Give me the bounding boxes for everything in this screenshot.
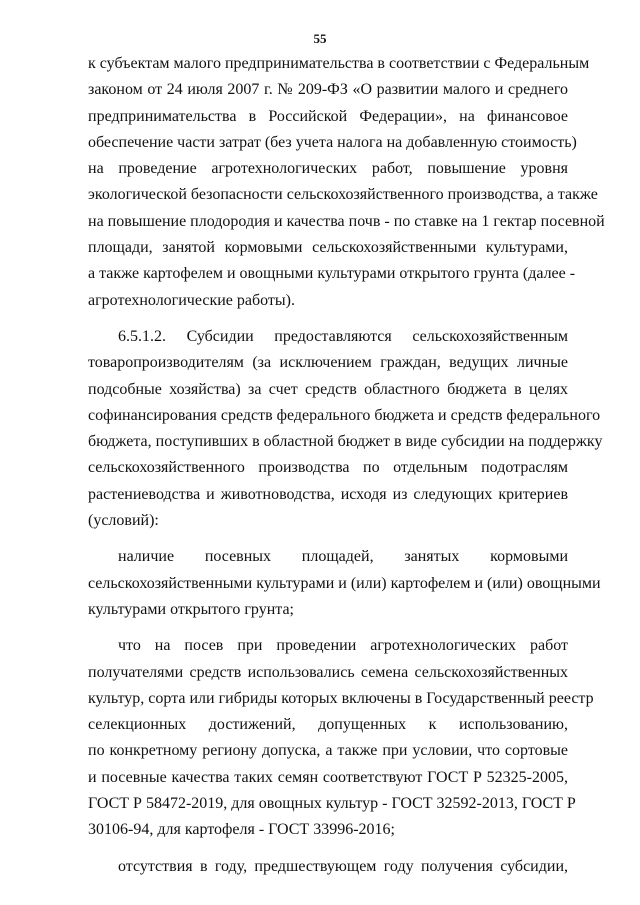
text-line: предпринимательства в Российской Федерации», на финансовое [88, 107, 568, 125]
text-line: товаропроизводителям (за исключением граждан, ведущих личные [88, 354, 568, 372]
text-line: по конкретному региону допуска, а также при условии, что сортовые [88, 742, 568, 760]
text-line: экологической безопасности сельскохозяйственного производства, а также [88, 186, 598, 204]
text-line: обеспечение части затрат (без учета налога на добавленную стоимость) [88, 133, 577, 151]
text-line: площади, занятой кормовыми сельскохозяйственными культурами, [88, 239, 568, 257]
text-line: законом от 24 июля 2007 г. № 209-ФЗ «О развитии малого и среднего [88, 81, 568, 99]
text-line: сельскохозяйственными культурами и (или) картофелем и (или) овощными [88, 574, 601, 592]
paragraph [88, 854, 568, 880]
text-line: на проведение агротехнологических работ, повышение уровня [88, 160, 568, 178]
text-line: (условий): [88, 512, 159, 530]
text-line: а также картофелем и овощными культурами открытого грунта (далее - [88, 265, 576, 283]
text-line: подсобные хозяйства) за счет средств областного бюджета в целях [88, 380, 568, 398]
text-line: к субъектам малого предпринимательства в соответствии с Федеральным [88, 55, 590, 72]
text-line: сельскохозяйственного производства по отдельным подотраслям [88, 459, 568, 477]
text-line: на повышение плодородия и качества почв - по ставке на 1 гектар посевной [88, 212, 605, 230]
text-line: и посевные качества таких семян соответствуют ГОСТ Р 52325-2005, [88, 768, 568, 786]
text-line: что на посев при проведении агротехнологических работ [118, 637, 568, 655]
text-line: культурами открытого грунта; [88, 600, 294, 618]
text-line: 6.5.1.2. Субсидии предоставляются сельскохозяйственным [118, 327, 568, 345]
paragraph [88, 633, 594, 843]
page-number: 55 [313, 31, 327, 46]
text-line: получателями средств использовались семена сельскохозяйственных [88, 663, 568, 681]
text-line: ГОСТ Р 58472-2019, для овощных культур - ГОСТ 32592-2013, ГОСТ Р [88, 795, 576, 813]
document-body [88, 51, 605, 880]
paragraph [88, 324, 603, 534]
text-line: софинансирования средств федерального бюджета и средств федерального [88, 406, 601, 424]
paragraph [88, 51, 605, 314]
text-line: отсутствия в году, предшествующем году получения субсидии, [118, 857, 568, 875]
text-line: селекционных достижений, допущенных к использованию, [88, 716, 568, 734]
text-line: бюджета, поступивших в областной бюджет в виде субсидии на поддержку [88, 433, 603, 451]
text-line: культур, сорта или гибриды которых включены в Государственный реестр [88, 689, 594, 707]
paragraph [88, 544, 601, 623]
text-line: растениеводства и животноводства, исходя из следующих критериев [88, 485, 568, 503]
text-line: агротехнологические работы). [88, 291, 295, 309]
text-line: 30106-94, для картофеля - ГОСТ 33996-2016; [88, 821, 395, 839]
text-line: наличие посевных площадей, занятых кормовыми [118, 548, 568, 566]
